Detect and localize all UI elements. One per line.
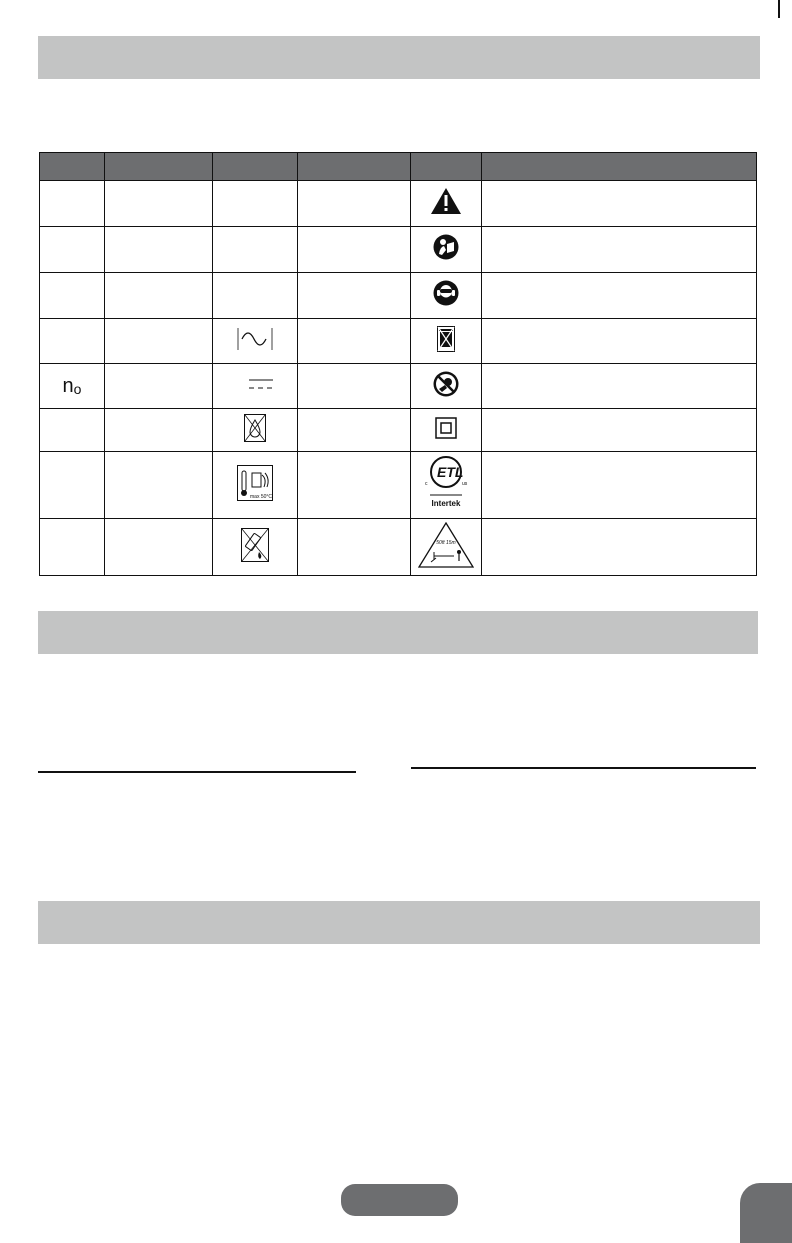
table-row [40,319,757,364]
no-burning-battery-icon [241,528,269,562]
svg-text:ETL: ETL [437,463,464,480]
table-row [40,181,757,227]
svg-text:c: c [425,480,428,487]
svg-text:50ft 15m: 50ft 15m [436,539,456,546]
svg-text:Intertek: Intertek [431,498,461,508]
warning-triangle-icon [430,187,462,215]
crossed-out-bin-icon [437,326,455,352]
no-load-speed-symbol: $n_o$ [62,374,82,397]
alternating-current-icon [237,327,273,351]
table-row [40,273,757,319]
section-header-bar-3 [38,901,760,944]
symbols-table [39,152,757,576]
etl-intertek-icon [422,455,470,511]
svg-text:us: us [462,480,468,487]
corner-tab [740,1183,792,1243]
direct-current-icon [237,377,273,391]
max-temperature-icon [237,465,273,501]
table-row [40,409,757,452]
table-row [40,519,757,576]
section-header-bar-2 [38,611,758,654]
double-insulation-icon [435,417,457,439]
table-row [40,364,757,409]
page-number-pill [341,1184,458,1216]
section-header-bar-1 [38,36,760,79]
no-touch-blade-icon [433,371,459,397]
table-row [40,452,757,519]
svg-text:max 50°C: max 50°C [250,493,273,500]
table-row [40,227,757,273]
read-manual-icon [433,234,459,260]
wear-protective-gear-icon [433,280,459,306]
no-wet-conditions-icon [244,414,266,442]
left-column-rule [38,771,356,773]
right-column-rule [411,767,756,769]
keep-distance-icon [418,522,474,568]
table-header-row [40,153,757,181]
trim-mark [778,0,780,18]
